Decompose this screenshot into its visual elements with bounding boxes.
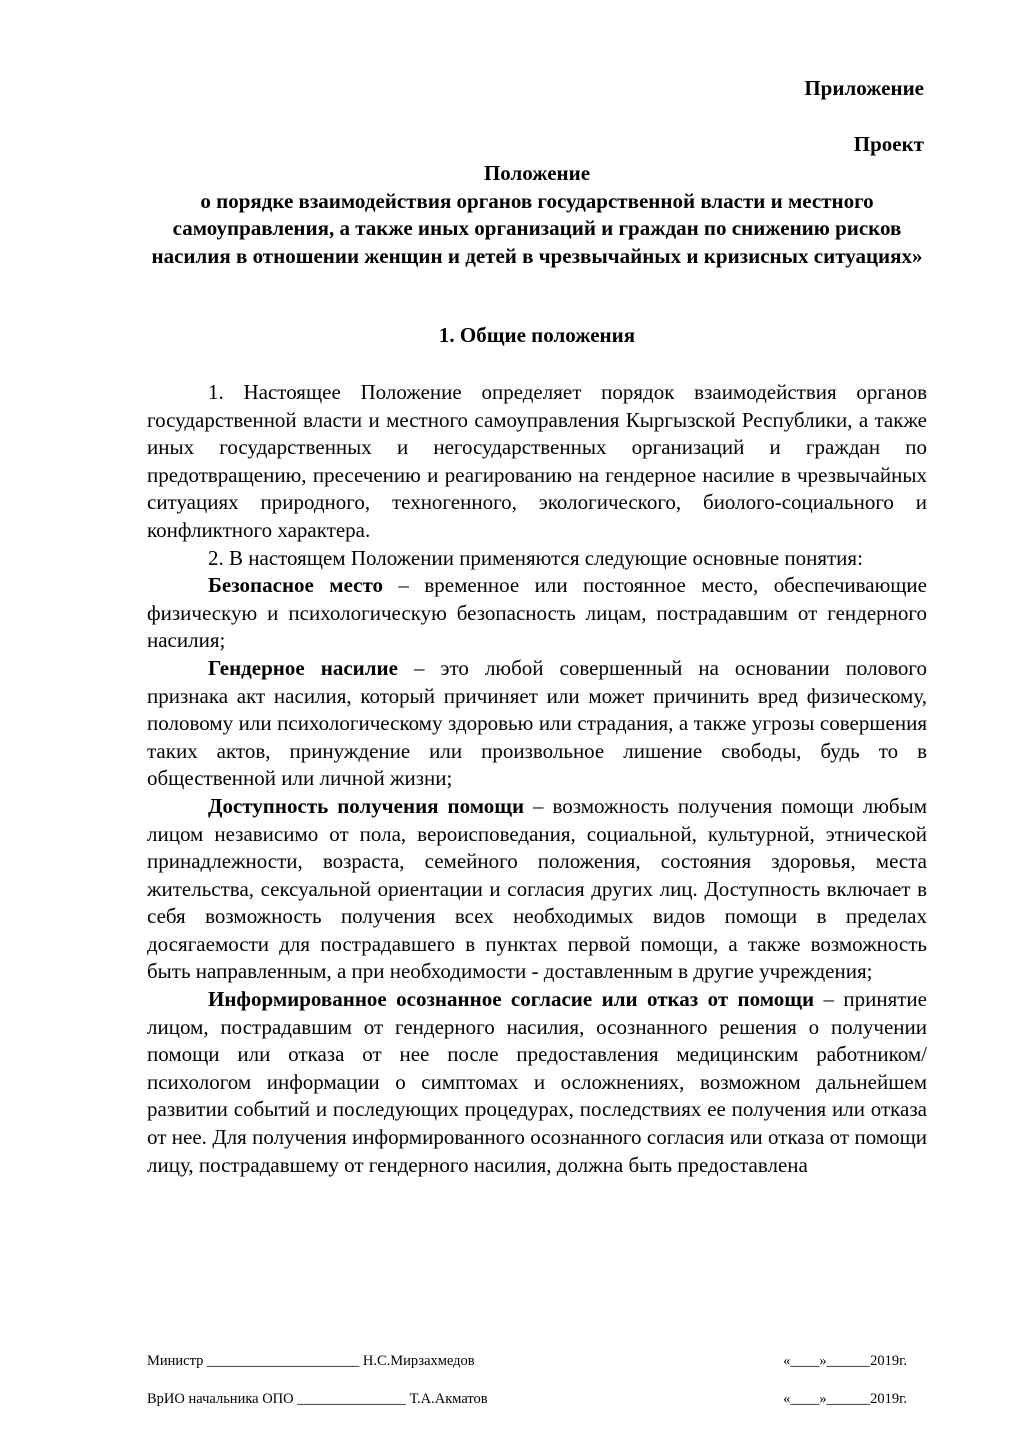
title-line-2: о порядке взаимодействия органов государственной власти и местного самоуправления, а также иных организаций и граждан по снижению рисков насилия в отношении женщин и детей в чрезвычайных и кризисных ситуациях» (151, 188, 923, 268)
draft-label: Проект (853, 132, 924, 156)
document-title (147, 160, 927, 270)
signature-date: «____»______2019г. (783, 1391, 907, 1407)
appendix-label: Приложение (804, 76, 924, 100)
signature-date: «____»______2019г. (783, 1353, 907, 1369)
title-line-1: Положение (483, 161, 591, 185)
definition-term: Информированное осознанное согласие или отказ от помощи (208, 987, 815, 1012)
definition-text: – это любой совершенный на основании полового признака акт насилия, который причиняет или может причинить вред физическому, половому или психологическому здоровью или страдания, а также угрозы совершения таких актов, принуждение или произвольное лишение свободы, будь то в общественной или личной жизни; (147, 655, 927, 791)
definition-term: Доступность получения помощи (208, 793, 525, 818)
definition-gender-violence (147, 655, 927, 793)
definition-text: – временное или постоянное место, обеспечивающие физическую и психологическую безопасность лицам, пострадавшим от гендерного насилия; (147, 573, 927, 653)
paragraph-2: 2. В настоящем Положении применяются следующие основные понятия: (208, 545, 863, 570)
definition-text: – принятие лицом, пострадавшим от гендерного насилия, осознанного решения о получении помощи или отказа от нее после предоставления медицинским работником/психологом информации о симптомах и осложнениях, возможном дальнейшем развитии событий и последующих процедурах, последствиях ее получения или отказа от нее. Для получения информированного осознанного согласия или отказа от помощи лицу, пострадавшему от гендерного насилия, должна быть предоставлена (147, 987, 927, 1177)
definition-informed-consent (147, 986, 927, 1179)
paragraph-1: 1. Настоящее Положение определяет порядок взаимодействия органов государственной власти и местного самоуправления Кыргызской Республики, а также иных государственных и негосударственных организаций и граждан по предотвращению, пресечению и реагированию на гендерное насилие в чрезвычайных ситуациях природного, техногенного, экологического, биолого-социального и конфликтного характера. (147, 380, 927, 542)
signature-text: ВрИО начальника ОПО _______________ Т.А.Акматов (147, 1391, 488, 1407)
section-heading: 1. Общие положения (438, 323, 636, 347)
definition-term: Безопасное место (208, 573, 384, 598)
signature-text: Министр _____________________ Н.С.Мирзахмедов (147, 1353, 475, 1369)
document-body (147, 379, 927, 1179)
definition-term: Гендерное насилие (208, 655, 398, 680)
definition-text: – возможность получения помощи любым лицом независимо от пола, вероисповедания, социальной, культурной, этнической принадлежности, возраста, семейного положения, состояния здоровья, места жительства, сексуальной ориентации и согласия других лиц. Доступность включает в себя возможность получения всех необходимых видов помощи в пределах досягаемости для пострадавшего в пунктах первой помощи, а также возможность быть направленным, а при необходимости - доставленным в другие учреждения; (147, 793, 927, 984)
definition-access-to-help (147, 793, 927, 986)
definition-safe-place (147, 572, 927, 655)
